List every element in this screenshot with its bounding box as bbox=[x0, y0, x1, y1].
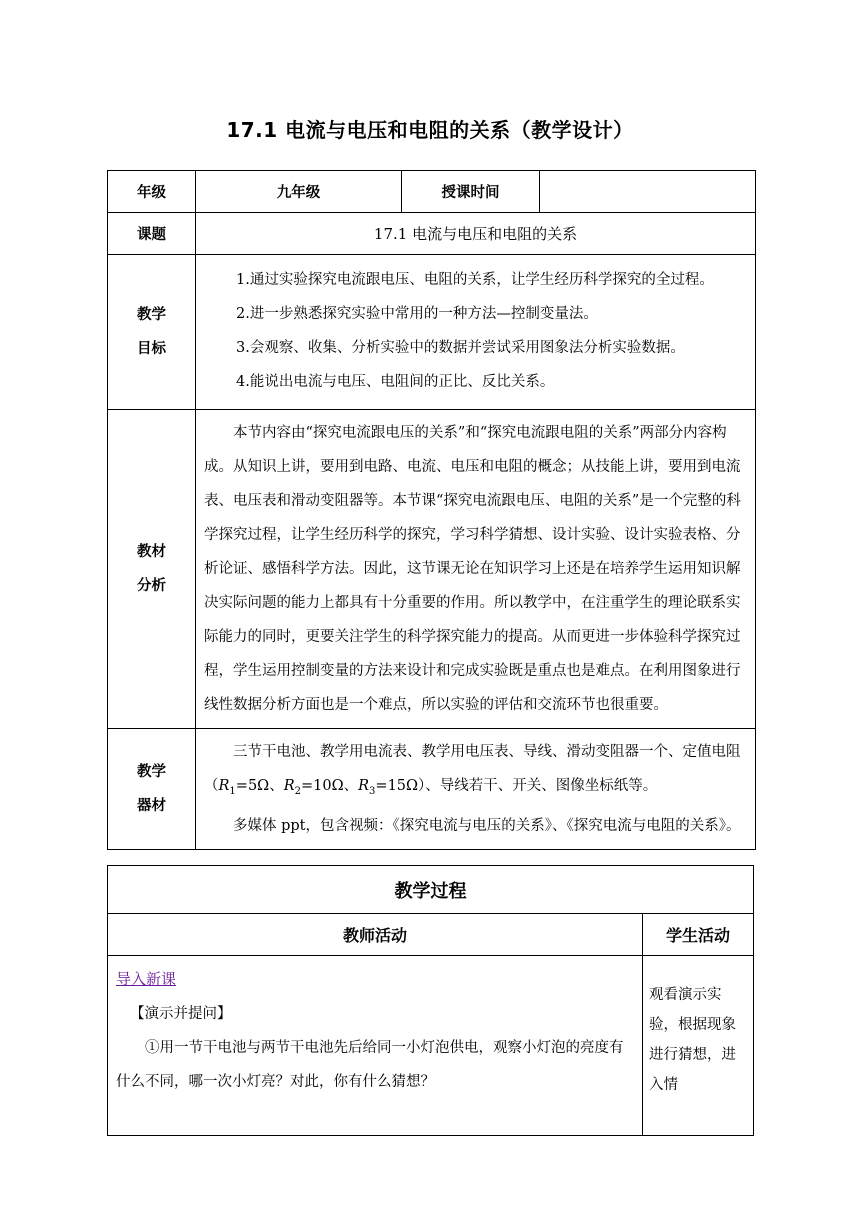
process-title: 教学过程 bbox=[108, 866, 754, 914]
equipment-label-line2: 器材 bbox=[137, 797, 166, 814]
equipment-label-line1: 教学 bbox=[137, 763, 166, 780]
resistor-symbol: R bbox=[358, 778, 370, 794]
teaching-process-table bbox=[107, 865, 754, 1136]
time-value bbox=[540, 171, 756, 213]
demo-heading: 【演示并提问】 bbox=[130, 1006, 232, 1022]
resistor-value: =10Ω、 bbox=[301, 778, 359, 794]
goals-label-line2: 目标 bbox=[137, 341, 166, 357]
goal-item: 1.通过实验探究电流跟电压、电阻的关系，让学生经历科学探究的全过程。 bbox=[236, 272, 714, 288]
analysis-label bbox=[108, 410, 196, 729]
demo-question: ①用一节干电池与两节干电池先后给同一小灯泡供电，观察小灯泡的亮度有什么不同，哪一次小灯亮？对此，你有什么猜想？ bbox=[116, 1040, 624, 1090]
analysis-label-line2: 分析 bbox=[137, 578, 166, 594]
grade-value: 九年级 bbox=[196, 171, 402, 213]
equipment-label bbox=[108, 729, 196, 850]
equipment-line-2: 多媒体 ppt，包含视频：《探究电流与电压的关系》、《探究电流与电阻的关系》。 bbox=[233, 817, 741, 834]
resistor-value: =15Ω）、导线若干、开关、图像坐标纸等。 bbox=[375, 778, 658, 794]
student-activity-header: 学生活动 bbox=[643, 914, 754, 956]
resistor-index: 2 bbox=[294, 785, 301, 797]
topic-label: 课题 bbox=[108, 213, 196, 255]
equipment-line-1 bbox=[204, 735, 747, 809]
goal-item: 2.进一步熟悉探究实验中常用的一种方法—控制变量法。 bbox=[236, 306, 598, 322]
lesson-info-table bbox=[107, 170, 756, 850]
goals-label-line1: 教学 bbox=[137, 307, 166, 323]
resistor-index: 3 bbox=[369, 785, 376, 797]
goals-label bbox=[108, 255, 196, 410]
intro-section-link[interactable]: 导入新课 bbox=[116, 970, 177, 988]
teacher-activity-header: 教师活动 bbox=[108, 914, 643, 956]
time-label: 授课时间 bbox=[402, 171, 540, 213]
resistor-symbol: R bbox=[283, 778, 295, 794]
page-title: 17.1 电流与电压和电阻的关系（教学设计） bbox=[226, 118, 634, 142]
analysis-label-line1: 教材 bbox=[137, 544, 166, 560]
goal-item: 3.会观察、收集、分析实验中的数据并尝试采用图象法分析实验数据。 bbox=[236, 340, 685, 356]
equipment-text: 三节干电池、教学用电流表、教学用电压表、导线、滑动变阻器一个、定值电阻（ bbox=[204, 744, 741, 794]
grade-label: 年级 bbox=[108, 171, 196, 213]
topic-value: 17.1 电流与电压和电阻的关系 bbox=[196, 213, 756, 255]
analysis-text: 本节内容由“探究电流跟电压的关系”和“探究电流跟电阻的关系”两部分内容构成。从知识上讲，要用到电路、电流、电压和电阻的概念；从技能上讲，要用到电流表、电压表和滑动变阻器等。本节课“探究电流跟电压、电阻的关系”是一个完整的科学探究过程，让学生经历科学的探究，学习科学猜想、设计实验、设计实验表格、分析论证、感悟科学方法。因此，这节课无论在知识学习上还是在培养学生运用知识解决实际问题的能力上都具有十分重要的作用。所以教学中，在注重学生的理论联系实际能力的同时，更要关注学生的科学探究能力的提高。从而更进一步体验科学探究过程，学生运用控制变量的方法来设计和完成实验既是重点也是难点。在利用图象进行线性数据分析方面也是一个难点，所以实验的评估和交流环节也很重要。 bbox=[204, 425, 741, 713]
resistor-value: =5Ω、 bbox=[235, 778, 284, 794]
equipment-cell bbox=[196, 729, 756, 850]
resistor-index: 1 bbox=[229, 785, 236, 797]
goal-item: 4.能说出电流与电压、电阻间的正比、反比关系。 bbox=[236, 374, 555, 390]
student-activity-cell: 观看演示实验，根据现象进行猜想，进入情 bbox=[643, 956, 754, 1136]
goals-cell bbox=[196, 255, 756, 410]
teacher-activity-cell bbox=[108, 956, 643, 1136]
resistor-symbol: R bbox=[218, 778, 230, 794]
analysis-cell bbox=[196, 410, 756, 729]
